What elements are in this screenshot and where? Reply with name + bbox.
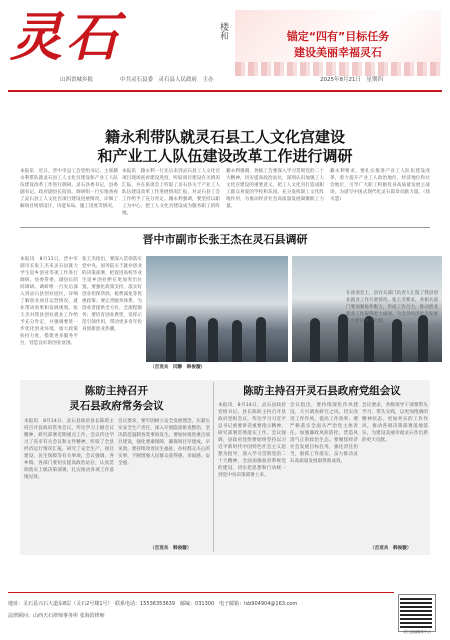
masthead-rule bbox=[8, 90, 442, 92]
second-text-col-3: 在座谈会上，县有关部门负责人汇报了我县创业就业工作开展情况。张王杰要求，各相关部门要加强协作配合，形成工作合力，推动创业就业工作取得更大成效，为全市经济社会发展作出新的更大贡献。 bbox=[346, 291, 438, 324]
right-story-credit: （吉亚兵 韩俊璇） bbox=[370, 546, 412, 551]
masthead-signature: 楼和 bbox=[218, 22, 228, 40]
right-story-text-col-3: 会议要求，各级领导干部要带头学习、带头实践，以更加饱满的精神状态、更加务实的工作作风，推动各项决策部署落地落实，为建设美丽幸福灵石作出新的更大贡献。 bbox=[362, 403, 428, 443]
issue-unit: 山西省城乡报 bbox=[60, 77, 94, 83]
footer-legal: 法律顾问：山西天石律师事务所 张海滨律师 bbox=[8, 613, 105, 619]
issue-info-line bbox=[20, 75, 430, 87]
second-text-col-1: 本报讯 8月11日，晋中市副市长张王杰来灵石县就大学生返乡创业等项工作进行调研。县委常委、副县长陪同调研。调研组一行先后深入到灵石县创业园区，详细了解创业项目运营情况、就业带动效果和发展规划。张王杰对我县创业就业工作给予充分肯定，并强调要进一步优化创业环境，加大政策扶持力度，搭建更多服务平台，营造良好的创业氛围。 bbox=[20, 257, 78, 346]
second-text-col-2: 张王杰指出，要深入贯彻落实党中央、国务院关于就业创业的决策部署，把促进高校毕业生返乡创业摆在更加突出位置。要强化政策支持，落实好创业担保贷款、税费减免等优惠政策；要完善服务体系，为创业者提供全方位、全流程服务；要培育创业典型，发挥示范引领作用，带动更多青年投身创新创业热潮。 bbox=[82, 257, 142, 332]
lead-text-col-3: 籍永利强调，各级工会要深入学习贯彻党的二十大精神，切实提高政治站位，深刻认识加强工人文化宫建设的重要意义，把工人文化宫打造成职工群众喜爱的学校和乐园，充分发挥职工文化阵地作用，为推动经济社会高质量发展凝聚职工力量。 bbox=[226, 169, 324, 209]
column-separator bbox=[213, 382, 214, 552]
qr-code-icon bbox=[400, 596, 432, 628]
left-story-headline-1: 陈昉主持召开 bbox=[85, 385, 148, 397]
section-divider bbox=[20, 227, 430, 228]
second-headline: 晋中市副市长张王杰在灵石县调研 bbox=[142, 233, 308, 246]
issue-sponsor: 中共灵石县委 灵石县人民政府 主办 bbox=[120, 77, 214, 83]
issue-date: 2025年8月21日 星期四 bbox=[320, 77, 383, 83]
left-story-headline-2: 灵石县政府常务会议 bbox=[69, 400, 164, 412]
right-story-headline: 陈昉主持召开灵石县政府党组会议 bbox=[243, 385, 401, 397]
skyline-graphic bbox=[235, 62, 441, 76]
right-story-text-col-1: 本报讯 8月14日，灵石县政府党组书记、县长陈昉主持召开县政府党组会议，传达学习习近平总书记重要讲话重要指示精神，研究部署贯彻落实工作。会议强调，县政府党组要始终坚持以习近平新时代中国特色社会主义思想为指导，深入学习贯彻党的二十大精神，全面加强政府系统党的建设，切实把思想和行动统一到党中央决策部署上来。 bbox=[218, 403, 286, 478]
footer-contact: 地址：灵石县兴石大道东8层（灵石2号楼1号） 联系电话：15536353639 邮编：031300 电子邮箱：lsb904904@163.com bbox=[8, 601, 298, 607]
lead-headline-line-2: 和产业工人队伍建设改革工作进行调研 bbox=[97, 147, 353, 165]
slogan-banner bbox=[235, 10, 441, 76]
right-story-text-col-2: 会议指出，要持续深化作风建设，大兴调查研究之风，切实改进工作作风，提高工作效率。要严格落实全面从严治党主体责任，加强廉政风险防控，营造风清气正的政治生态。要聚焦经济社会发展目标任务，强化责任担当，狠抓工作落实，奋力推动灵石高质量发展取得新成效。 bbox=[290, 403, 358, 464]
banner-line-2: 建设美丽幸福灵石 bbox=[294, 46, 382, 59]
lead-text-col-2: 本报讯 籍永利一行先后来到灵石县工人文化宫项目现场查看建设进度，听取项目建设有关情况汇报，并在座谈会上听取了灵石县关于产业工人队伍建设改革工作进展情况汇报，对灵石县工会工作给予了充分肯定。籍永利强调，要坚持以职工为中心，把工人文化宫建设成为服务职工的阵地。 bbox=[122, 169, 220, 216]
qr-caption: 灵石县融媒体中心 bbox=[403, 630, 431, 634]
lead-headline-line-1: 籍永利带队就灵石县工人文化宫建设 bbox=[104, 128, 345, 146]
left-story-credit: （吉亚兵 韩俊璇） bbox=[150, 546, 192, 551]
lead-text-col-4: 籍永利要求，要扎实推进产业工人队伍建设改革，着力提升产业工人政治地位、经济地位和社会地位，引导广大职工积极投身高质量发展主战场，为谱写中国式现代化灵石篇章贡献力量。（徐水慧） bbox=[330, 169, 430, 202]
masthead-title: 灵石 bbox=[10, 7, 123, 68]
banner-line-1: 锚定“四有”目标任务 bbox=[286, 30, 390, 43]
footer-rule bbox=[8, 592, 394, 593]
left-story-text-col-1: 本报讯 8月14日，灵石县政府县长陈昉主持召开县政府常务会议，传达学习上级会议精神，研究部署近期重点工作。会议传达学习了省市有关会议和文件精神，听取了全县经济运行情况汇报，研究了安全生产、项目建设、民生保障等有关事项。会议强调，各乡镇、各部门要切实提高政治站位，认真贯彻落实上级决策部署，扎实推动各项工作落地见效。 bbox=[24, 419, 114, 480]
story-photo-1 bbox=[146, 256, 288, 362]
left-story-text-col-2: 会议要求，要牢固树立安全发展理念，压紧压实安全生产责任，深入开展隐患排查整治，坚决防范遏制各类事故发生。要加快推进重点项目建设，强化要素保障，确保项目早建成、早见效。要持续改善民生福祉，办好群众关心的实事，不断增强人民群众获得感、幸福感、安全感。 bbox=[118, 419, 210, 466]
lead-text-col-1: 本报讯 近日，晋中市总工会党组书记、主席籍永利带队就灵石县工人文化宫建设和产业工人队伍建设改革工作进行调研。灵石县委书记，县委副书记、政府副县长陪同。调研组一行实地查看了灵石县工人文化宫项目建设进展情况，详细了解项目规划设计、功能布局、施工进度等情况。 bbox=[20, 169, 118, 209]
second-credit: （吉亚兵 闫静 韩俊璇） bbox=[150, 365, 206, 370]
